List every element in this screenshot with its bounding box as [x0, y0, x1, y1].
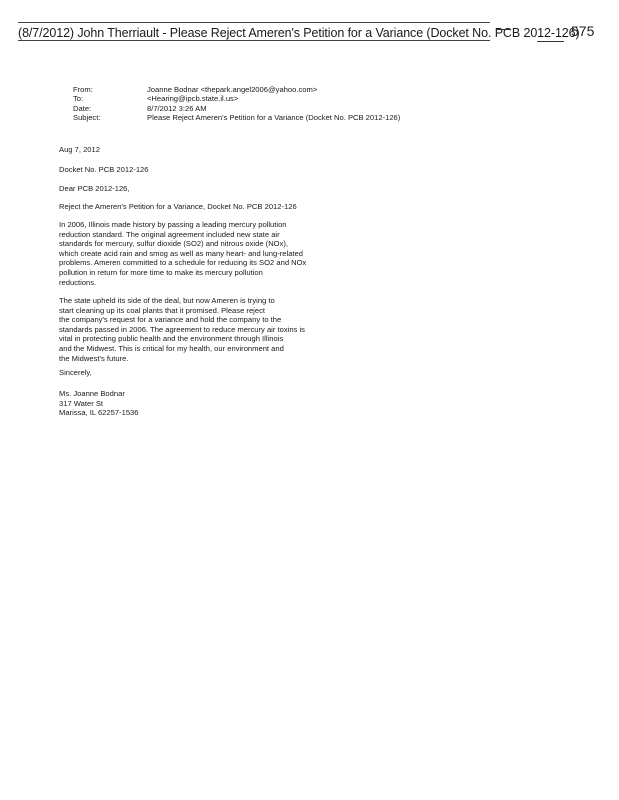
- meta-value: Joanne Bodnar <thepark.angel2006@yahoo.com>: [147, 85, 318, 94]
- header-underline: [18, 40, 490, 41]
- letter-closing: Sincerely,: [59, 368, 92, 377]
- signature-line: Ms. Joanne Bodnar: [59, 389, 125, 398]
- letter-paragraph-1: [59, 220, 349, 287]
- letter-salutation: Dear PCB 2012-126,: [59, 184, 130, 193]
- signature-line: 317 Water St: [59, 398, 104, 408]
- paragraph-line: reductions.: [59, 277, 97, 287]
- header-rule-top: [18, 22, 490, 23]
- meta-value: <Hearing@ipcb.state.il.us>: [147, 94, 239, 104]
- meta-key: Subject:: [73, 113, 101, 123]
- paragraph-line: the Midwest's future.: [59, 353, 129, 363]
- paragraph-line: reduction standard. The original agreement included new state air: [59, 229, 280, 239]
- paragraph-line: standards passed in 2006. The agreement to reduce mercury air toxins is: [59, 324, 305, 334]
- meta-value: Please Reject Ameren's Petition for a Variance (Docket No. PCB 2012-126): [147, 113, 401, 123]
- signature-line: Marissa, IL 62257-1536: [59, 408, 139, 418]
- paragraph-line: The state upheld its side of the deal, but now Ameren is trying to: [59, 296, 275, 305]
- paragraph-line: start cleaning up its coal plants that it promised. Please reject: [59, 305, 265, 315]
- letter-docket: Docket No. PCB 2012-126: [59, 165, 149, 174]
- paragraph-line: In 2006, Illinois made history by passing a leading mercury pollution: [59, 220, 287, 229]
- page-number: 575: [571, 23, 595, 39]
- meta-key: Date:: [73, 103, 92, 113]
- meta-key: To:: [73, 94, 84, 104]
- letter-signature: [59, 389, 349, 418]
- letter-paragraph-2: [59, 296, 349, 363]
- paragraph-line: problems. Ameren committed to a schedule for reducing its SO2 and NOx: [59, 258, 307, 268]
- page-number-rule-1: [496, 29, 510, 30]
- meta-key: From:: [73, 85, 93, 94]
- paragraph-line: and the Midwest. This is critical for my health, our environment and: [59, 343, 284, 353]
- page-number-rule-2: [537, 41, 564, 42]
- paragraph-line: pollution in return for more time to make its mercury pollution: [59, 267, 263, 277]
- meta-value: 8/7/2012 3:26 AM: [147, 103, 207, 113]
- paragraph-line: which create acid rain and smog as well as many heart- and lung-related: [59, 248, 303, 258]
- document-header: (8/7/2012) John Therriault - Please Reject Ameren's Petition for a Variance (Docket No. PCB 2012-126): [18, 26, 580, 40]
- letter-date: Aug 7, 2012: [59, 145, 100, 154]
- paragraph-line: standards for mercury, sulfur dioxide (SO2) and nitrous oxide (NOx),: [59, 239, 289, 249]
- paragraph-line: vital in protecting public health and the environment through Illinois: [59, 334, 284, 344]
- paragraph-line: the company's request for a variance and hold the company to the: [59, 315, 282, 325]
- letter-subject: Reject the Ameren's Petition for a Variance, Docket No. PCB 2012-126: [59, 202, 297, 211]
